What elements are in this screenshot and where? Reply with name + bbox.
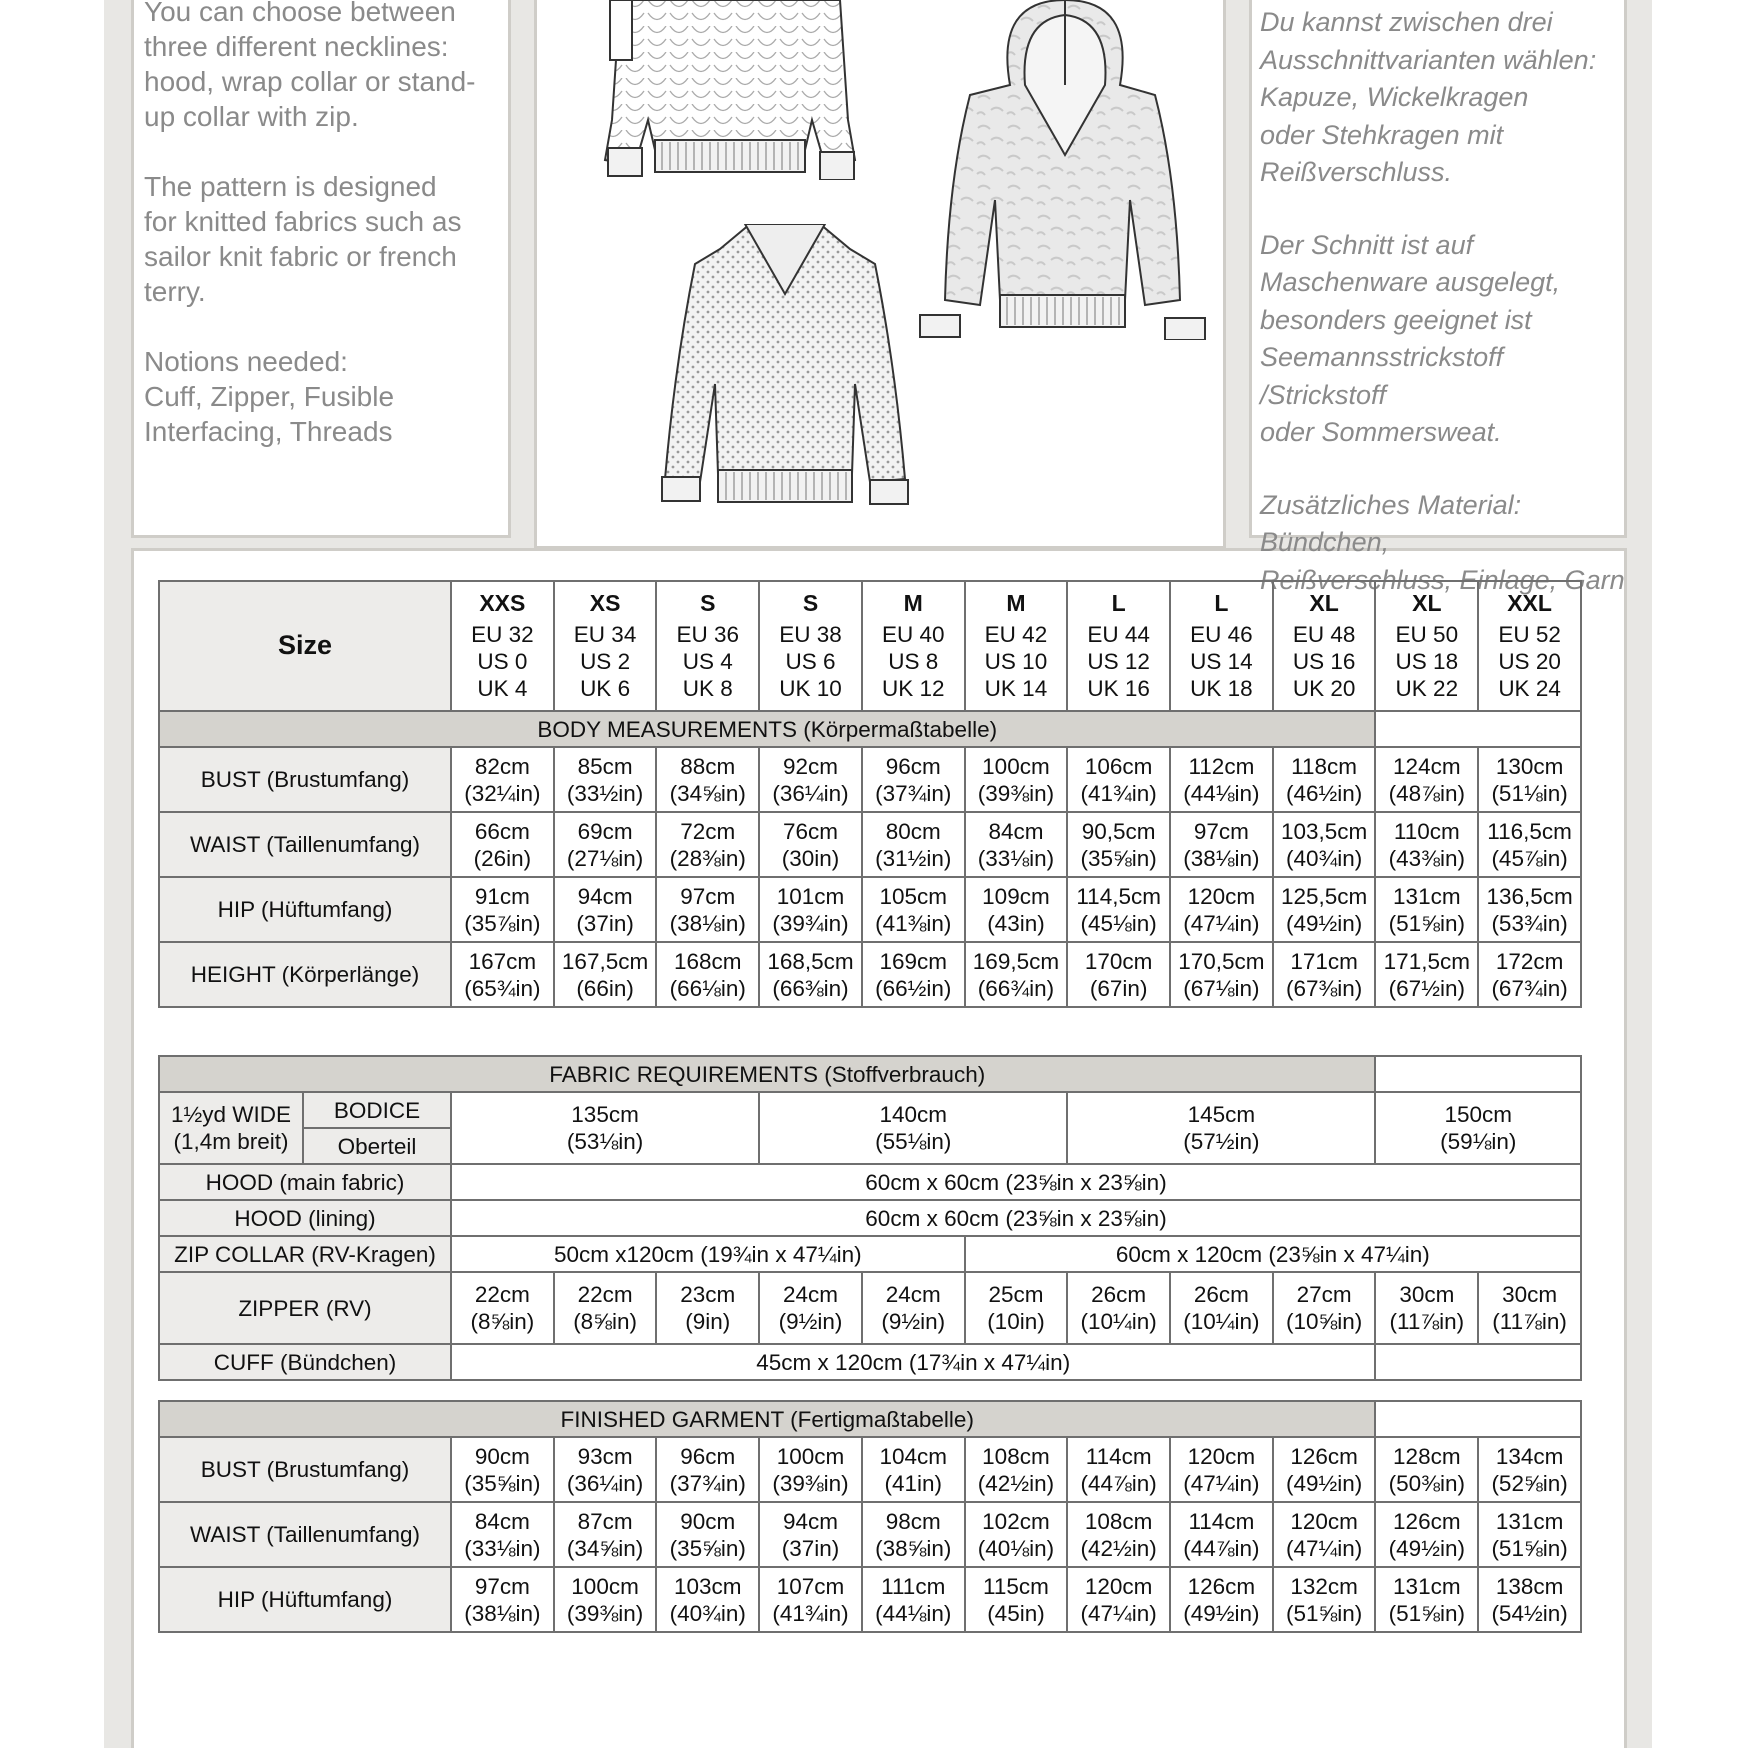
- size-uk: UK 6: [580, 676, 631, 701]
- fabric-section-title: FABRIC REQUIREMENTS (Stoffverbrauch): [159, 1056, 1375, 1092]
- sweater-sketch-knit: [580, 0, 880, 180]
- measurement-value: 167,5cm (66in): [554, 942, 657, 1007]
- section-blank-cell: [1375, 1401, 1581, 1437]
- size-code: M: [1006, 590, 1026, 616]
- measurement-value: 170cm (67in): [1067, 942, 1170, 1007]
- measurement-value: 131cm (51⅝in): [1478, 1502, 1581, 1567]
- size-code: XL: [1412, 590, 1442, 616]
- size-eu: EU 36: [676, 622, 740, 647]
- measurement-value: 97cm (38⅛in): [656, 877, 759, 942]
- measurement-value: 115cm (45in): [965, 1567, 1068, 1632]
- measurement-value: 131cm (51⅝in): [1375, 1567, 1478, 1632]
- english-description: [144, 0, 504, 484]
- measurement-label: BUST (Brustumfang): [159, 1437, 451, 1502]
- size-eu: EU 44: [1087, 622, 1150, 647]
- measurement-value: 76cm (30in): [759, 812, 862, 877]
- size-header-cell: [1273, 581, 1376, 711]
- size-code: XL: [1309, 590, 1339, 616]
- measurement-value: 107cm (41¾in): [759, 1567, 862, 1632]
- measurement-value: 125,5cm (49½in): [1273, 877, 1376, 942]
- size-us: US 20: [1498, 649, 1561, 674]
- measurement-label: HIP (Hüftumfang): [159, 877, 451, 942]
- size-uk: UK 24: [1498, 676, 1561, 701]
- size-eu: EU 34: [573, 622, 637, 647]
- measurement-value: 100cm (39⅜in): [759, 1437, 862, 1502]
- size-eu: EU 50: [1395, 622, 1459, 647]
- size-us: US 6: [785, 649, 836, 674]
- size-us: US 8: [888, 649, 939, 674]
- size-code: XS: [589, 590, 621, 616]
- size-eu: EU 48: [1292, 622, 1356, 647]
- measurement-value: 87cm (34⅝in): [554, 1502, 657, 1567]
- measurement-value: 94cm (37in): [759, 1502, 862, 1567]
- measurement-value: 106cm (41¾in): [1067, 747, 1170, 812]
- size-us: US 4: [682, 649, 733, 674]
- bodice-row-en: [159, 1092, 1581, 1128]
- measurement-value: 170,5cm (67⅛in): [1170, 942, 1273, 1007]
- measurement-value: 92cm (36¼in): [759, 747, 862, 812]
- measurement-value: 168cm (66⅛in): [656, 942, 759, 1007]
- measurement-value: 96cm (37¾in): [656, 1437, 759, 1502]
- size-uk: UK 22: [1395, 676, 1459, 701]
- body-measurements-table: [158, 580, 1582, 1008]
- size-uk: UK 4: [477, 676, 528, 701]
- cuff-label: CUFF (Bündchen): [159, 1344, 451, 1380]
- zipper-value: 23cm (9in): [656, 1272, 759, 1344]
- measurement-value: 103,5cm (40¾in): [1273, 812, 1376, 877]
- zip-collar-row: [159, 1236, 1581, 1272]
- finished-section-title: FINISHED GARMENT (Fertigmaßtabelle): [159, 1401, 1375, 1437]
- zipper-value: 27cm (10⅝in): [1273, 1272, 1376, 1344]
- size-label-cell: Size: [159, 581, 451, 711]
- measurement-value: 100cm (39⅜in): [554, 1567, 657, 1632]
- measurement-value: 105cm (41⅜in): [862, 877, 965, 942]
- zipper-value: 30cm (11⅞in): [1375, 1272, 1478, 1344]
- fabric-requirements-table: [158, 1055, 1582, 1381]
- size-header-cell: [1478, 581, 1581, 711]
- measurement-value: 130cm (51⅛in): [1478, 747, 1581, 812]
- section-blank-cell: [1375, 711, 1581, 747]
- zipper-value: 30cm (11⅞in): [1478, 1272, 1581, 1344]
- measurement-value: 97cm (38⅛in): [1170, 812, 1273, 877]
- hood-main-label: HOOD (main fabric): [159, 1164, 451, 1200]
- zip-collar-label: ZIP COLLAR (RV-Kragen): [159, 1236, 451, 1272]
- measurement-value: 116,5cm (45⅞in): [1478, 812, 1581, 877]
- sweater-sketch-wrap-collar: [640, 224, 930, 509]
- size-uk: UK 14: [984, 676, 1048, 701]
- measurement-value: 136,5cm (53¾in): [1478, 877, 1581, 942]
- size-eu: EU 40: [881, 622, 945, 647]
- zipper-value: 22cm (8⅝in): [451, 1272, 554, 1344]
- size-header-row: [159, 581, 1581, 711]
- size-uk: UK 18: [1190, 676, 1253, 701]
- measurement-value: 97cm (38⅛in): [451, 1567, 554, 1632]
- size-header-cell: [451, 581, 554, 711]
- measurement-value: 124cm (48⅞in): [1375, 747, 1478, 812]
- measurement-value: 100cm (39⅜in): [965, 747, 1068, 812]
- measurement-value: 80cm (31½in): [862, 812, 965, 877]
- german-paragraph-necklines: Du kannst zwischen drei Ausschnittvarianten wählen: Kapuze, Wickelkragen oder Stehkragen mit Reißverschluss.: [1260, 7, 1597, 187]
- bodice-value-cell: 135cm (53⅛in): [451, 1092, 759, 1164]
- zipper-row: [159, 1272, 1581, 1344]
- measurement-value: 69cm (27⅛in): [554, 812, 657, 877]
- measurement-value: 126cm (49½in): [1170, 1567, 1273, 1632]
- size-header-cell: [862, 581, 965, 711]
- measurement-value: 171,5cm (67½in): [1375, 942, 1478, 1007]
- size-code: L: [1111, 590, 1126, 616]
- measurement-value: 94cm (37in): [554, 877, 657, 942]
- measurement-value: 84cm (33⅛in): [965, 812, 1068, 877]
- size-code: M: [903, 590, 923, 616]
- measurement-value: 112cm (44⅛in): [1170, 747, 1273, 812]
- size-uk: UK 10: [779, 676, 842, 701]
- size-us: US 10: [984, 649, 1048, 674]
- measurement-value: 90cm (35⅝in): [451, 1437, 554, 1502]
- measurement-label: HEIGHT (Körperlänge): [159, 942, 451, 1007]
- size-eu: EU 32: [471, 622, 534, 647]
- measurement-value: 103cm (40¾in): [656, 1567, 759, 1632]
- hood-lining-value: 60cm x 60cm (23⅝in x 23⅝in): [451, 1200, 1581, 1236]
- size-us: US 12: [1087, 649, 1150, 674]
- cuff-row: [159, 1344, 1581, 1380]
- size-us: US 2: [580, 649, 631, 674]
- size-header-cell: [656, 581, 759, 711]
- bodice-label-en: BODICE: [303, 1092, 451, 1128]
- measurement-value: 169,5cm (66¾in): [965, 942, 1068, 1007]
- bodice-value-cell: 140cm (55⅛in): [759, 1092, 1067, 1164]
- finished-garment-table: [158, 1400, 1582, 1633]
- measurement-value: 114cm (44⅞in): [1170, 1502, 1273, 1567]
- measurement-value: 131cm (51⅝in): [1375, 877, 1478, 942]
- measurement-value: 84cm (33⅛in): [451, 1502, 554, 1567]
- section-blank-cell: [1375, 1056, 1581, 1092]
- size-uk: UK 16: [1087, 676, 1150, 701]
- english-paragraph-notions: Notions needed: Cuff, Zipper, Fusible Interfacing, Threads: [144, 346, 395, 447]
- measurement-label: HIP (Hüftumfang): [159, 1567, 451, 1632]
- bodice-value-cell: 150cm (59⅛in): [1375, 1092, 1581, 1164]
- measurement-value: 118cm (46½in): [1273, 747, 1376, 812]
- zipper-value: 22cm (8⅝in): [554, 1272, 657, 1344]
- zipper-value: 24cm (9½in): [862, 1272, 965, 1344]
- size-eu: EU 46: [1190, 622, 1253, 647]
- measurement-value: 85cm (33½in): [554, 747, 657, 812]
- fabric-width-label: 1½yd WIDE (1,4m breit): [159, 1092, 303, 1164]
- size-uk: UK 12: [881, 676, 945, 701]
- size-eu: EU 52: [1498, 622, 1561, 647]
- hood-main-value: 60cm x 60cm (23⅝in x 23⅝in): [451, 1164, 1581, 1200]
- measurement-value: 172cm (67¾in): [1478, 942, 1581, 1007]
- measurement-value: 167cm (65¾in): [451, 942, 554, 1007]
- measurement-value: 132cm (51⅝in): [1273, 1567, 1376, 1632]
- size-code: S: [802, 590, 819, 616]
- measurement-label: BUST (Brustumfang): [159, 747, 451, 812]
- measurement-value: 108cm (42½in): [965, 1437, 1068, 1502]
- measurement-value: 110cm (43⅜in): [1375, 812, 1478, 877]
- measurement-row: [159, 1567, 1581, 1632]
- bodice-value-cell: 145cm (57½in): [1067, 1092, 1375, 1164]
- size-uk: UK 8: [682, 676, 733, 701]
- measurement-value: 90,5cm (35⅝in): [1067, 812, 1170, 877]
- measurement-value: 120cm (47¼in): [1170, 1437, 1273, 1502]
- zipper-value: 25cm (10in): [965, 1272, 1068, 1344]
- measurement-label: WAIST (Taillenumfang): [159, 1502, 451, 1567]
- measurement-value: 111cm (44⅛in): [862, 1567, 965, 1632]
- zip-collar-value: 50cm x120cm (19¾in x 47¼in): [451, 1236, 965, 1272]
- measurement-value: 102cm (40⅛in): [965, 1502, 1068, 1567]
- measurement-row: [159, 942, 1581, 1007]
- measurement-value: 114,5cm (45⅛in): [1067, 877, 1170, 942]
- german-paragraph-notions: Zusätzliches Material: Bündchen, Reißverschluss, Einlage, Garn: [1260, 489, 1625, 595]
- size-header-cell: [554, 581, 657, 711]
- measurement-value: 171cm (67⅜in): [1273, 942, 1376, 1007]
- sweater-sketch-hood: [915, 0, 1215, 340]
- zipper-value: 26cm (10¼in): [1170, 1272, 1273, 1344]
- measurement-value: 108cm (42½in): [1067, 1502, 1170, 1567]
- zipper-label: ZIPPER (RV): [159, 1272, 451, 1344]
- measurement-value: 114cm (44⅞in): [1067, 1437, 1170, 1502]
- german-paragraph-fabrics: Der Schnitt ist auf Maschenware ausgelegt, besonders geeignet ist Seemannsstrickstoff /Strickstoff oder Sommersweat.: [1260, 229, 1561, 447]
- finished-section-row: [159, 1401, 1581, 1437]
- size-header-cell: [965, 581, 1068, 711]
- english-paragraph-fabrics: The pattern is designed for knitted fabrics such as sailor knit fabric or french terry.: [144, 171, 462, 307]
- measurement-value: 126cm (49½in): [1273, 1437, 1376, 1502]
- bodice-label-de: Oberteil: [303, 1128, 451, 1164]
- size-header-cell: [1375, 581, 1478, 711]
- english-paragraph-necklines: You can choose between three different necklines: hood, wrap collar or stand- up collar with zip.: [144, 0, 476, 132]
- measurement-value: 104cm (41in): [862, 1437, 965, 1502]
- measurement-value: 128cm (50⅜in): [1375, 1437, 1478, 1502]
- measurement-label: WAIST (Taillenumfang): [159, 812, 451, 877]
- hood-lining-row: [159, 1200, 1581, 1236]
- size-header-cell: [1067, 581, 1170, 711]
- zipper-value: 26cm (10¼in): [1067, 1272, 1170, 1344]
- measurement-value: 120cm (47¼in): [1170, 877, 1273, 942]
- measurement-row: [159, 812, 1581, 877]
- measurement-value: 138cm (54½in): [1478, 1567, 1581, 1632]
- body-section-title: BODY MEASUREMENTS (Körpermaßtabelle): [159, 711, 1375, 747]
- measurement-value: 82cm (32¼in): [451, 747, 554, 812]
- measurement-value: 66cm (26in): [451, 812, 554, 877]
- measurement-value: 120cm (47¼in): [1273, 1502, 1376, 1567]
- size-us: US 18: [1395, 649, 1459, 674]
- measurement-value: 98cm (38⅝in): [862, 1502, 965, 1567]
- measurement-value: 91cm (35⅞in): [451, 877, 554, 942]
- hood-lining-label: HOOD (lining): [159, 1200, 451, 1236]
- body-section-row: [159, 711, 1581, 747]
- zip-collar-value: 60cm x 120cm (23⅝in x 47¼in): [965, 1236, 1581, 1272]
- measurement-row: [159, 1502, 1581, 1567]
- fabric-section-row: [159, 1056, 1581, 1092]
- measurement-value: 93cm (36¼in): [554, 1437, 657, 1502]
- german-description: [1260, 4, 1630, 634]
- measurement-value: 90cm (35⅝in): [656, 1502, 759, 1567]
- cuff-value: 45cm x 120cm (17¾in x 47¼in): [451, 1344, 1375, 1380]
- size-code: XXS: [479, 590, 526, 616]
- size-uk: UK 20: [1292, 676, 1356, 701]
- measurement-row: [159, 1437, 1581, 1502]
- size-code: S: [700, 590, 716, 616]
- measurement-value: 168,5cm (66⅜in): [759, 942, 862, 1007]
- measurement-value: 120cm (47¼in): [1067, 1567, 1170, 1632]
- size-header-cell: [759, 581, 862, 711]
- zipper-value: 24cm (9½in): [759, 1272, 862, 1344]
- measurement-value: 101cm (39¾in): [759, 877, 862, 942]
- size-eu: EU 38: [779, 622, 842, 647]
- measurement-value: 72cm (28⅜in): [656, 812, 759, 877]
- measurement-value: 126cm (49½in): [1375, 1502, 1478, 1567]
- measurement-row: [159, 747, 1581, 812]
- measurement-value: 109cm (43in): [965, 877, 1068, 942]
- size-us: US 16: [1292, 649, 1356, 674]
- measurement-value: 96cm (37¾in): [862, 747, 965, 812]
- size-header-cell: [1170, 581, 1273, 711]
- measurement-value: 88cm (34⅝in): [656, 747, 759, 812]
- measurement-row: [159, 877, 1581, 942]
- size-code: L: [1214, 590, 1229, 616]
- measurement-value: 169cm (66½in): [862, 942, 965, 1007]
- size-eu: EU 42: [984, 622, 1048, 647]
- measurement-value: 134cm (52⅝in): [1478, 1437, 1581, 1502]
- size-us: US 14: [1190, 649, 1253, 674]
- size-us: US 0: [477, 649, 528, 674]
- hood-main-row: [159, 1164, 1581, 1200]
- cuff-blank-cell: [1375, 1344, 1581, 1380]
- size-code: XXL: [1507, 590, 1552, 616]
